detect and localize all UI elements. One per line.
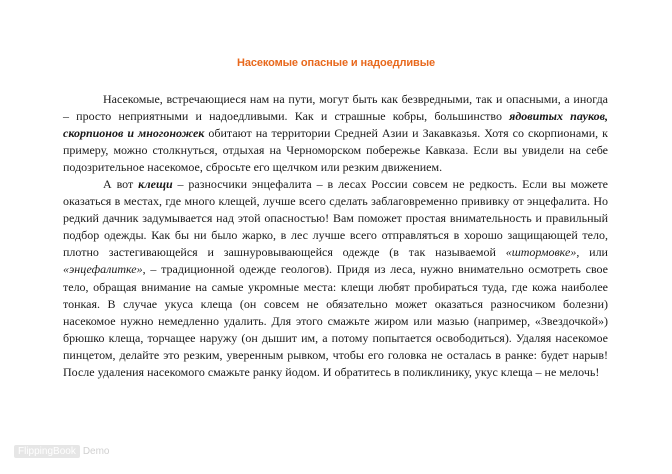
document-body bbox=[63, 91, 608, 381]
paragraph bbox=[63, 91, 608, 176]
text-run: – разносчики энцефалита – в лесах России совсем не редкость. Если вы можете оказаться в местах, где много клещей, лучше всего сделать заблаговременно прививку от энцефалита. Но редкий дачник задумывается над этой опасностью! Вам поможет простая внимательность и правильный подбор одежды. Как бы ни было жарко, в лес лучше всего отправляться в хорошо защищающей тело, плотно застегивающейся и зашнуровывающейся одежде (в так называемой bbox=[63, 177, 608, 260]
paragraph bbox=[63, 176, 608, 381]
watermark bbox=[14, 446, 110, 457]
text-run: обитают на территории Средней Азии и Закавказья. Хотя со скорпионами, к примеру, можно столкнуться, отдыхая на Черноморском побережье Кавказа. Если вы увидели на себе подозрительное насекомое, сбросьте его щелчком или резким движением. bbox=[63, 126, 608, 175]
text-run: А вот bbox=[103, 177, 139, 192]
page-title: Насекомые опасные и надоедливые bbox=[236, 57, 436, 69]
emphasis-bold-italic: клещи bbox=[138, 177, 173, 192]
text-run: , – традиционной одежде геологов). Придя из леса, нужно внимательно осмотреть свое тело, обращая внимание на самые укромные места: клещи любят пробираться туда, где кожа наиболее тонкая. В случае укуса клеща (он совсем не обязательно может оказаться разносчиком болезни) насекомое нужно немедленно удалить. Для этого смажьте жиром или мазью (например, «Звездочкой») брюшко клеща, торчащее наружу (он дышит им, а потому попытается освободиться). Удаляя насекомое пинцетом, делайте это резким, уверенным рывком, чтобы его головка не осталась в ранке: будет нарыв! После удаления насекомого смажьте ранку йодом. И обратитесь в поликлинику, укус клеща – не мелочь! bbox=[63, 262, 608, 379]
emphasis-italic: «штормовке» bbox=[505, 245, 577, 260]
watermark-demo: Demo bbox=[82, 446, 110, 457]
text-run: , или bbox=[576, 245, 608, 260]
watermark-brand: FlippingBook bbox=[14, 445, 80, 458]
text-run: Насекомые, встречающиеся нам на пути, могут быть как безвредными, так и опасными, а иногда – просто неприятными и надоедливыми. Как и страшные кобры, большинство bbox=[63, 92, 608, 124]
emphasis-bold-italic: ядовитых пауков, скорпионов и многоножек bbox=[63, 109, 608, 141]
emphasis-italic: «энцефалитке» bbox=[63, 262, 143, 277]
